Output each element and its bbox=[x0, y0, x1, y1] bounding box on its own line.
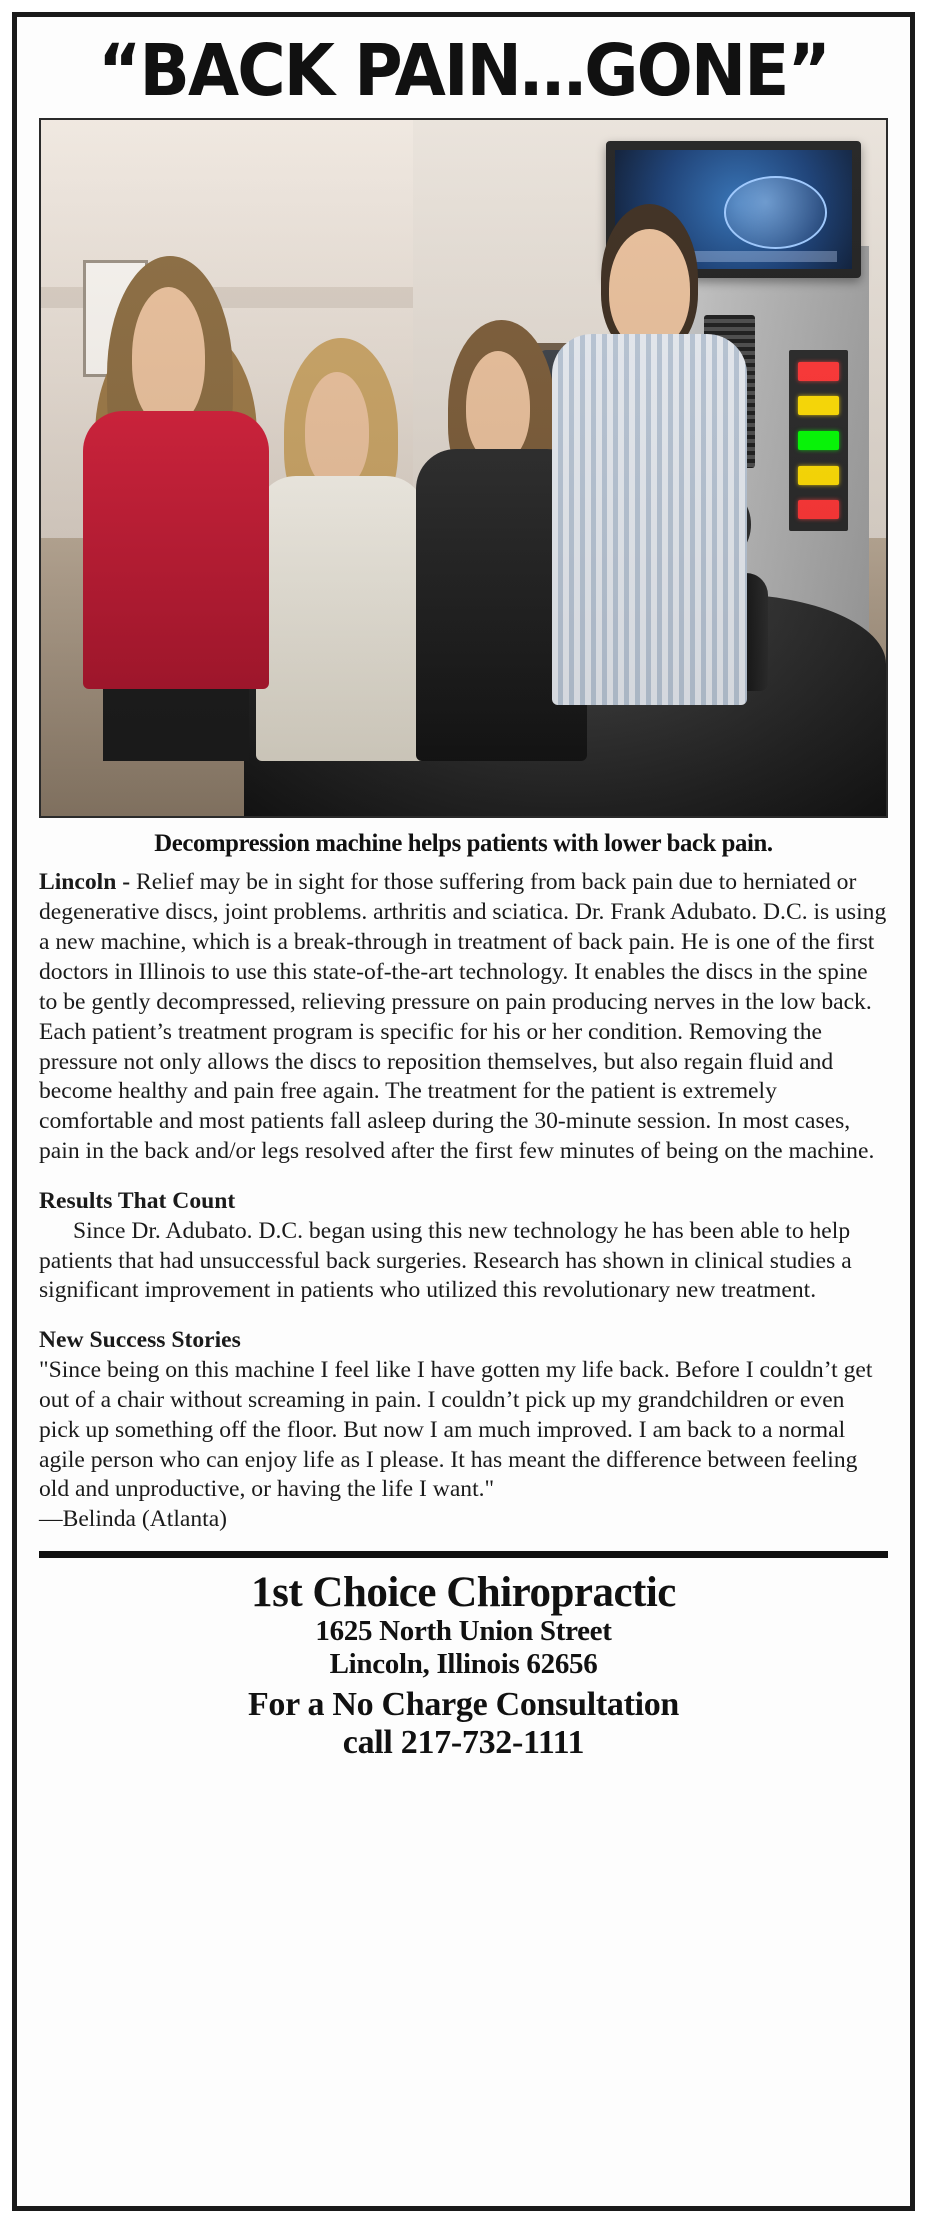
ad-border bbox=[12, 12, 915, 2211]
clinic-address-line2: Lincoln, Illinois 62656 bbox=[329, 1647, 598, 1680]
face bbox=[305, 372, 369, 489]
clinic-address-line1: 1625 North Union Street bbox=[315, 1615, 612, 1648]
testimonial-attribution: —Belinda (Atlanta) bbox=[39, 1506, 228, 1533]
testimonial-text: "Since being on this machine I feel like I have gotten my life back. Before I couldn’t get out of a chair without screaming in pain. I couldn’t pick up my grandchildren or even pick up something off the floor. But now I am much improved. I am back to a normal agile person who can enjoy life as I please. It has meant the difference between feeling old and unproductive, or having the life I want." bbox=[39, 1357, 873, 1503]
consultation-offer: For a No Charge Consultation bbox=[247, 1686, 680, 1724]
article-photo bbox=[39, 118, 888, 818]
ad-footer bbox=[39, 1551, 888, 1762]
face bbox=[466, 351, 530, 462]
dateline: Lincoln - bbox=[39, 869, 131, 896]
led-indicator bbox=[798, 362, 839, 381]
led-indicator bbox=[798, 396, 839, 415]
photo-scene bbox=[41, 120, 886, 816]
machine-indicator-column-right bbox=[789, 350, 848, 531]
person-staff-2 bbox=[252, 329, 429, 761]
face bbox=[609, 229, 690, 349]
torso bbox=[83, 411, 270, 689]
photo-caption: Decompression machine helps patients with lower back pain. bbox=[154, 828, 773, 858]
person-staff-1 bbox=[75, 246, 278, 761]
stories-heading: New Success Stories bbox=[39, 1327, 241, 1354]
torso bbox=[552, 334, 747, 705]
phone-number[interactable]: call 217-732-1111 bbox=[342, 1724, 585, 1762]
lead-paragraph bbox=[39, 868, 888, 1166]
results-heading: Results That Count bbox=[39, 1187, 236, 1214]
person-doctor bbox=[548, 204, 751, 705]
torso bbox=[256, 476, 426, 761]
face bbox=[132, 287, 205, 426]
led-indicator bbox=[798, 431, 839, 450]
results-paragraph: Since Dr. Adubato. D.C. began using this new technology he has been able to help patients that had unsuccessful back surgeries. Research has shown in clinical studies a significant improvement in patients who utilized this revolutionary new treatment. bbox=[39, 1217, 852, 1304]
clinic-name: 1st Choice Chiropractic bbox=[251, 1569, 676, 1617]
led-indicator bbox=[798, 466, 839, 485]
lead-text: Relief may be in sight for those suffering from back pain due to herniated or degenerative discs, joint problems. arthritis and sciatica. Dr. Frank Adubato. D.C. is using a new machine, which is a break-through in treatment of back pain. He is one of the first doctors in Illinois to use this state-of-the-art technology. It enables the discs in the spine to be gently decompressed, relieving pressure on pain producing nerves in the low back. Each patient’s treatment program is specific for his or her condition. Removing the pressure not only allows the discs to reposition themselves, but also regain fluid and become healthy and pain free again. The treatment for the patient is extremely comfortable and most patients fall asleep during the 30-minute session. In most cases, pain in the back and/or legs resolved after the first few minutes of being on the machine. bbox=[39, 869, 887, 1165]
article-body bbox=[39, 868, 888, 1535]
page-title: “BACK PAIN…GONE” bbox=[97, 29, 830, 112]
led-indicator bbox=[798, 500, 839, 519]
legs bbox=[103, 678, 249, 760]
